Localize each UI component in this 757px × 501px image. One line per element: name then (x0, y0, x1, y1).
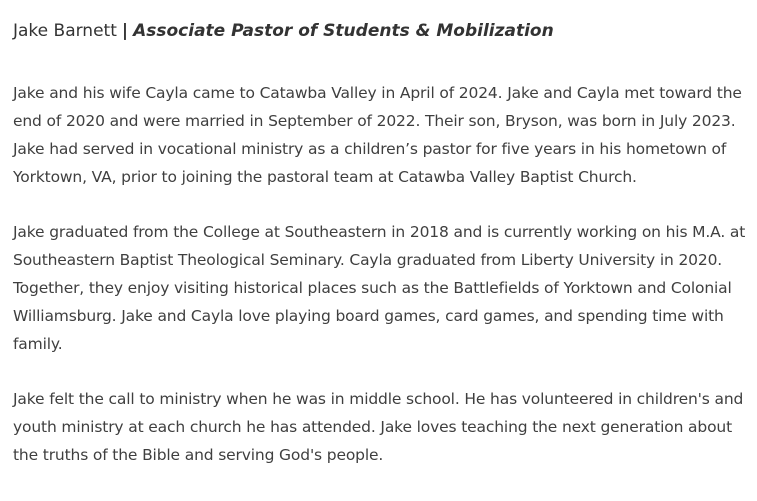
bio-paragraph-family: Jake and his wife Cayla came to Catawba Valley in April of 2024. Jake and Cayla met toward the end of 2020 and were married in September of 2022. Their son, Bryson, was born in July 2023. Jake had served in vocational ministry as a children’s pastor for five years in his hometown of Yorktown, VA, prior to joining the pastoral team at Catawba Valley Baptist Church. (13, 84, 742, 186)
heading-separator: | (121, 21, 129, 41)
bio-paragraph-calling: Jake felt the call to ministry when he was in middle school. He has volunteered in children's and youth ministry at each church he has attended. Jake loves teaching the next generation about the truths of the Bible and serving God's people. (13, 390, 744, 464)
staff-role: Associate Pastor of Students & Mobilization (133, 21, 554, 41)
staff-bio (13, 0, 751, 469)
bio-paragraph-education: Jake graduated from the College at Southeastern in 2018 and is currently working on his M.A. at Southeastern Baptist Theological Seminary. Cayla graduated from Liberty University in 2020. Together, they enjoy visiting historical places such as the Battlefields of Yorktown and Colonial Williamsburg. Jake and Cayla love playing board games, card games, and spending time with family. (13, 223, 746, 353)
bio-heading (13, 17, 751, 45)
staff-name: Jake Barnett (13, 21, 117, 41)
